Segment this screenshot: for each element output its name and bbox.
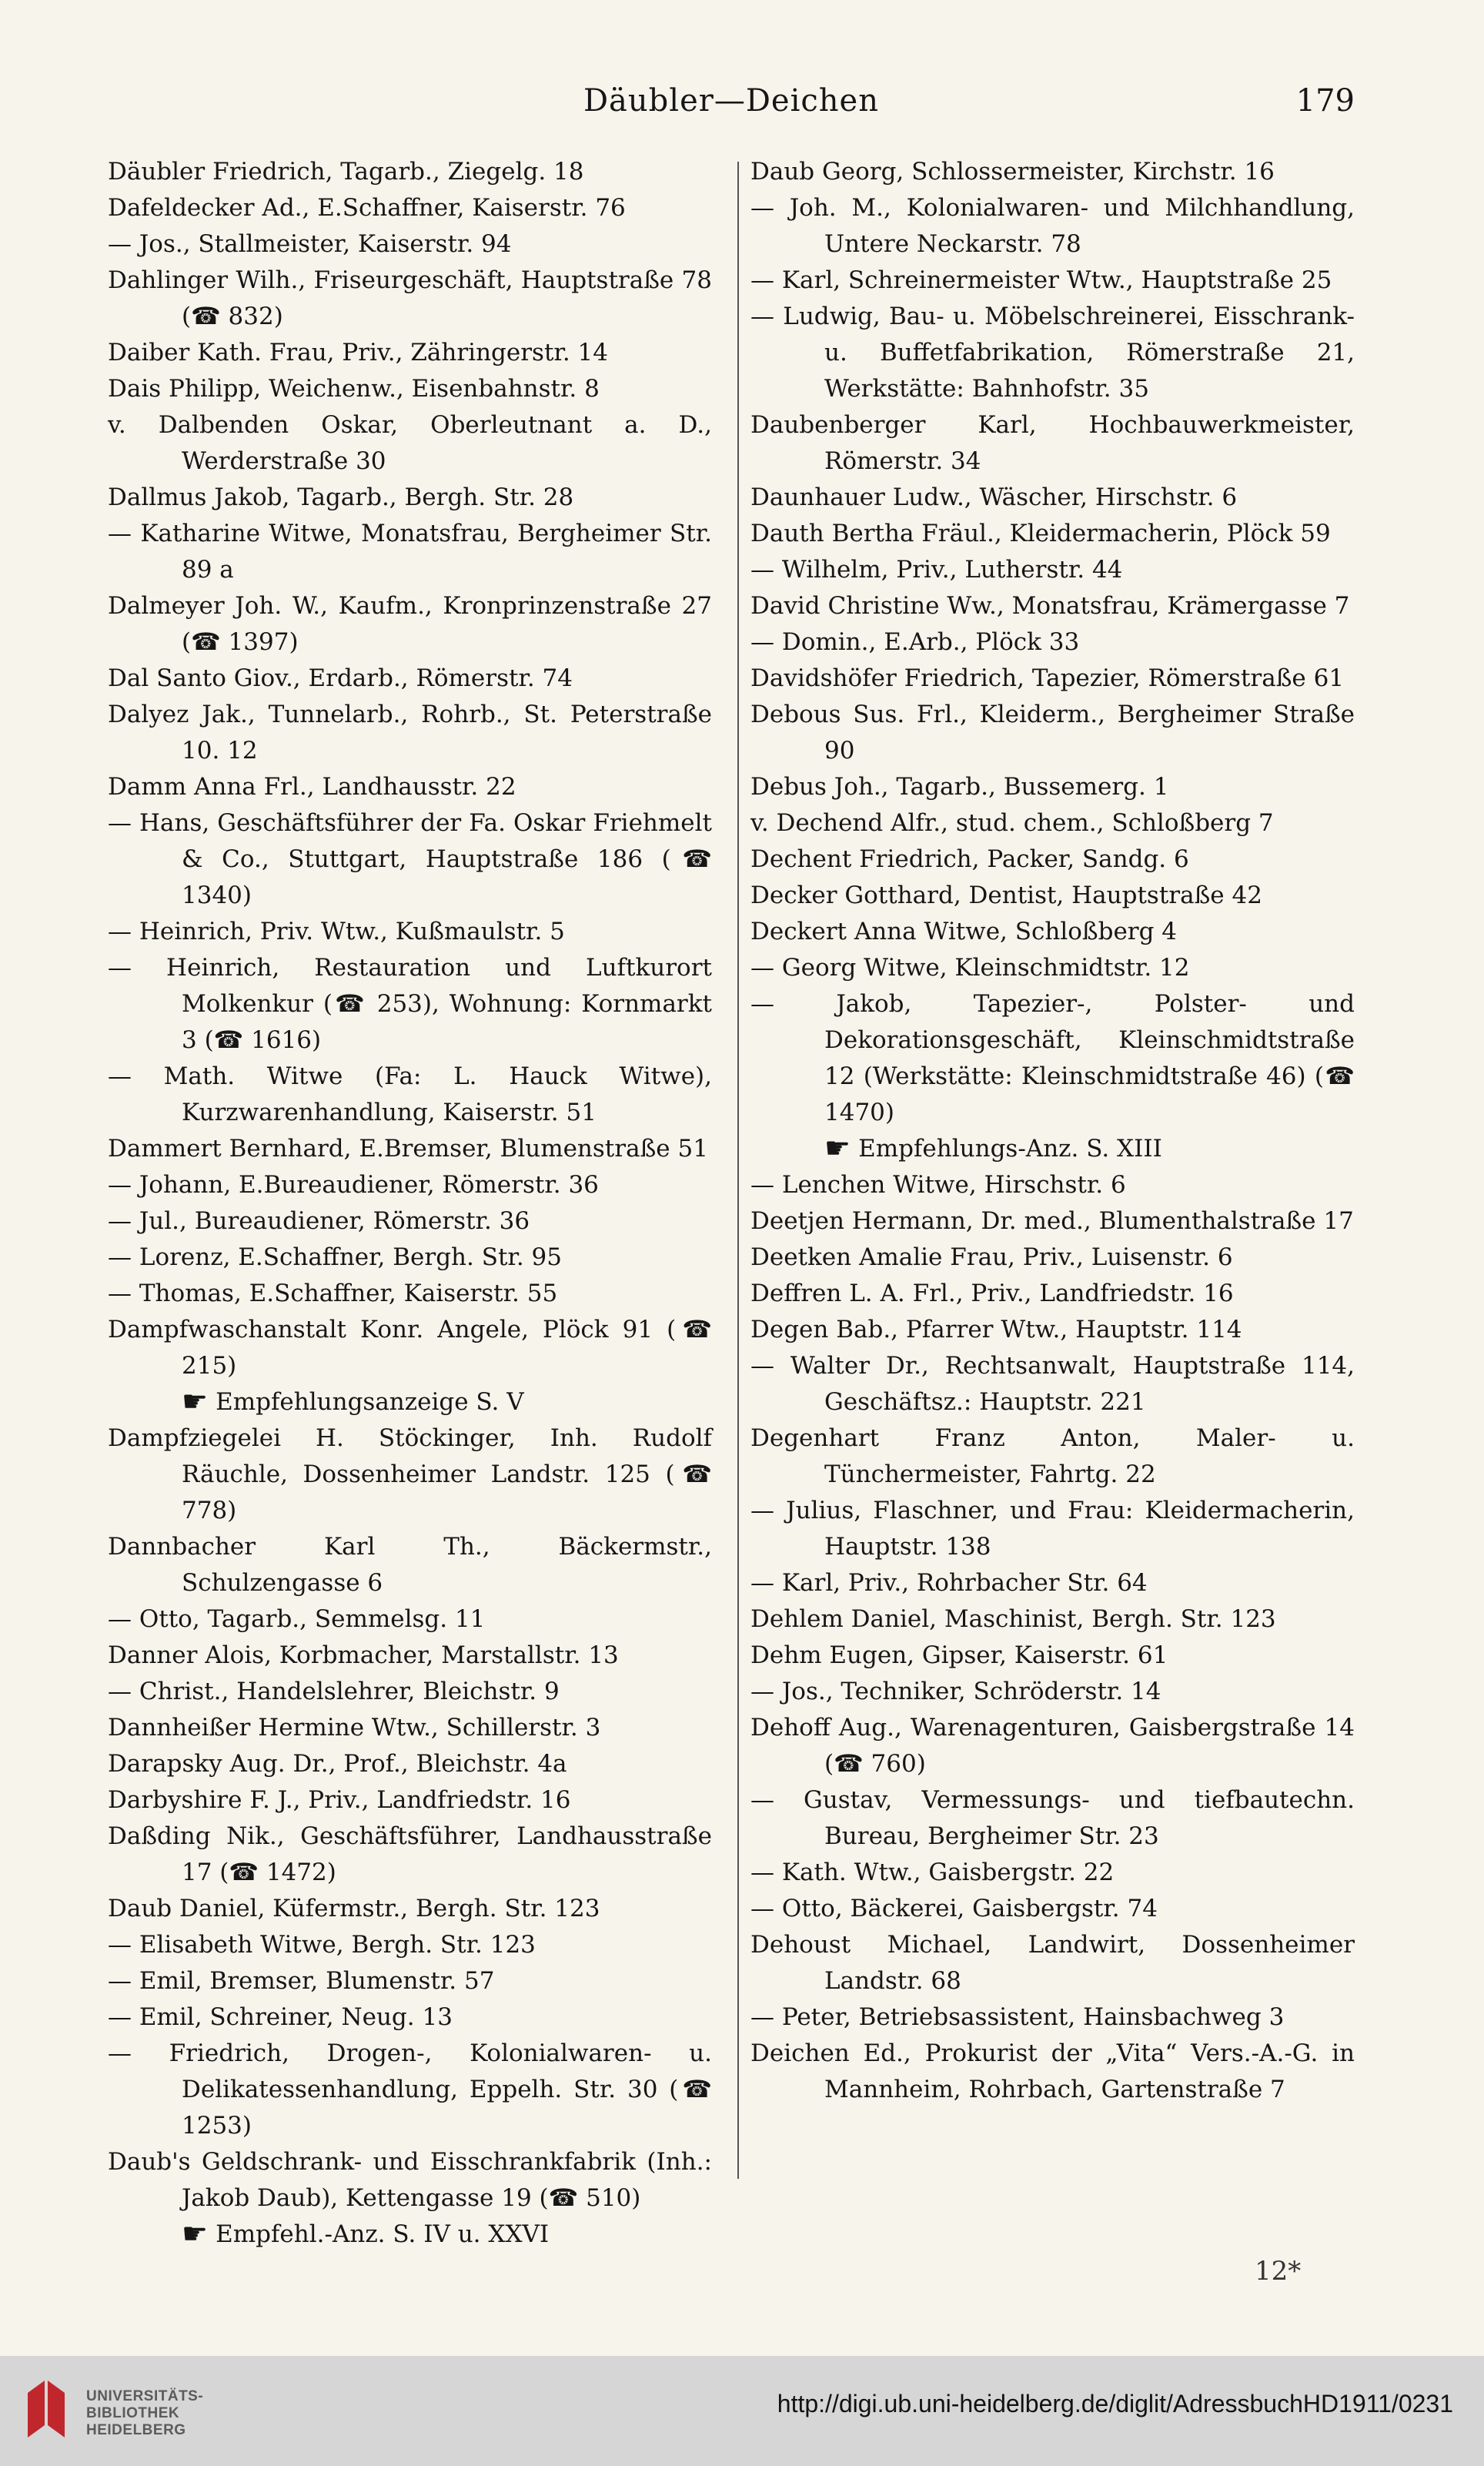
directory-entry [750, 190, 1355, 263]
directory-entry [750, 516, 1355, 552]
entry-text: Deetjen Hermann, Dr. med., Blumenthalstraße 17 [750, 1207, 1354, 1235]
entry-text: Damm Anna Frl., Landhausstr. 22 [108, 773, 516, 801]
directory-entry [108, 2036, 712, 2144]
entry-text: Deffren L. A. Frl., Priv., Landfriedstr. 16 [750, 1280, 1234, 1307]
directory-entry [108, 407, 712, 480]
library-logo-icon [22, 2377, 75, 2442]
entry-text: Daub Georg, Schlossermeister, Kirchstr. 16 [750, 158, 1275, 186]
directory-entry [750, 552, 1355, 588]
library-name-line: UNIVERSITÄTS- [86, 2388, 204, 2404]
directory-entry [750, 1203, 1355, 1240]
entry-text: — Math. Witwe (Fa: L. Hauck Witwe), Kurzwarenhandlung, Kaiserstr. 51 [108, 1062, 712, 1126]
source-url-link[interactable]: http://digi.ub.uni-heidelberg.de/diglit/AdressbuchHD1911/0231 [777, 2390, 1453, 2417]
directory-entry [750, 1999, 1355, 2036]
signature-mark: 12* [1255, 2256, 1302, 2287]
directory-entry [750, 1276, 1355, 1312]
entry-text: — Jul., Bureaudiener, Römerstr. 36 [108, 1207, 530, 1235]
pointing-hand-icon: ☛ [182, 2217, 209, 2250]
entry-text: — Karl, Priv., Rohrbacher Str. 64 [750, 1569, 1148, 1597]
entry-text: — Ludwig, Bau- u. Möbelschreinerei, Eisschrank- u. Buffetfabrikation, Römerstraße 21, Werkstätte: Bahnhofstr. 35 [750, 303, 1355, 403]
directory-entry [108, 1746, 712, 1782]
entry-text: — Gustav, Vermessungs- und tiefbautechn. Bureau, Bergheimer Str. 23 [750, 1786, 1355, 1850]
entry-text: Dahlinger Wilh., Friseurgeschäft, Hauptstraße 78 (☎ 832) [108, 266, 712, 330]
running-head [108, 83, 1355, 137]
directory-entry [108, 1674, 712, 1710]
entry-text: Daunhauer Ludw., Wäscher, Hirschstr. 6 [750, 483, 1238, 511]
entry-text: Dal Santo Giov., Erdarb., Römerstr. 74 [108, 664, 573, 692]
entry-text: — Peter, Betriebsassistent, Hainsbachweg 3 [750, 2003, 1285, 2031]
entry-text: — Lorenz, E.Schaffner, Bergh. Str. 95 [108, 1243, 562, 1271]
directory-entry [750, 1674, 1355, 1710]
directory-entry [750, 407, 1355, 480]
entry-text: Dalmeyer Joh. W., Kaufm., Kronprinzenstraße 27 (☎ 1397) [108, 592, 712, 656]
directory-entry [750, 1240, 1355, 1276]
directory-entry [750, 697, 1355, 769]
directory-entry [108, 2144, 712, 2217]
entry-text: Daub's Geldschrank- und Eisschrankfabrik (Inh.: Jakob Daub), Kettengasse 19 (☎ 510) [108, 2148, 712, 2212]
entry-text: — Elisabeth Witwe, Bergh. Str. 123 [108, 1931, 536, 1959]
page-title: Däubler—Deichen [583, 83, 879, 119]
directory-entry [108, 1131, 712, 1167]
directory-entry [750, 769, 1355, 805]
entry-text: Empfehl.-Anz. S. IV u. XXVI [216, 2220, 550, 2248]
entry-text: Empfehlungsanzeige S. V [216, 1388, 524, 1416]
entry-text: — Otto, Bäckerei, Gaisbergstr. 74 [750, 1895, 1158, 1922]
directory-entry [108, 335, 712, 371]
entry-text: — Karl, Schreinermeister Wtw., Hauptstraße 25 [750, 266, 1332, 294]
directory-entry [750, 1782, 1355, 1855]
directory-entry [750, 1420, 1355, 1493]
directory-columns [108, 154, 1355, 2250]
entry-text: — Kath. Wtw., Gaisbergstr. 22 [750, 1859, 1115, 1886]
pointing-hand-icon: ☛ [182, 1384, 209, 1418]
entry-text: Degenhart Franz Anton, Maler- u. Tünchermeister, Fahrtg. 22 [750, 1424, 1355, 1488]
entry-text: Deichen Ed., Prokurist der „Vita“ Vers.-A.-G. in Mannheim, Rohrbach, Gartenstraße 7 [750, 2039, 1355, 2103]
entry-text: Dehm Eugen, Gipser, Kaiserstr. 61 [750, 1641, 1168, 1669]
entry-text: — Hans, Geschäftsführer der Fa. Oskar Friehmelt & Co., Stuttgart, Hauptstraße 186 (☎ 1340) [108, 809, 712, 909]
directory-entry [750, 986, 1355, 1131]
directory-entry [108, 1420, 712, 1529]
entry-text: v. Dalbenden Oskar, Oberleutnant a. D., Werderstraße 30 [108, 411, 712, 475]
directory-entry [108, 1601, 712, 1638]
entry-text: Empfehlungs-Anz. S. XIII [858, 1135, 1162, 1163]
entry-text: — Friedrich, Drogen-, Kolonialwaren- u. Delikatessenhandlung, Eppelh. Str. 30 (☎ 1253) [108, 2039, 712, 2140]
directory-entry [750, 1891, 1355, 1927]
page-number: 179 [1295, 83, 1355, 119]
directory-entry [750, 878, 1355, 914]
entry-text: Dehoust Michael, Landwirt, Dossenheimer Landstr. 68 [750, 1931, 1355, 1995]
viewer-footer [0, 2356, 1484, 2466]
library-name-line: HEIDELBERG [86, 2422, 186, 2438]
entry-text: — Lenchen Witwe, Hirschstr. 6 [750, 1171, 1126, 1199]
entry-text: — Jos., Techniker, Schröderstr. 14 [750, 1678, 1161, 1705]
entry-text: Dannbacher Karl Th., Bäckermstr., Schulzengasse 6 [108, 1533, 712, 1597]
directory-entry [750, 154, 1355, 190]
directory-entry [108, 914, 712, 950]
directory-entry [108, 1240, 712, 1276]
directory-entry [108, 1167, 712, 1203]
directory-entry [750, 1601, 1355, 1638]
directory-entry [108, 1782, 712, 1819]
directory-entry [750, 299, 1355, 407]
entry-text: Dauth Bertha Fräul., Kleidermacherin, Plöck 59 [750, 520, 1331, 547]
entry-text: Danner Alois, Korbmacher, Marstallstr. 13 [108, 1641, 619, 1669]
entry-text: — Heinrich, Priv. Wtw., Kußmaulstr. 5 [108, 918, 565, 945]
directory-entry [750, 950, 1355, 986]
directory-entry [750, 1855, 1355, 1891]
entry-text: — Heinrich, Restauration und Luftkurort Molkenkur (☎ 253), Wohnung: Kornmarkt 3 (☎ 1616) [108, 954, 712, 1054]
entry-text: Dampfziegelei H. Stöckinger, Inh. Rudolf Räuchle, Dossenheimer Landstr. 125 (☎ 778) [108, 1424, 712, 1524]
directory-entry [750, 1312, 1355, 1348]
entry-text: — Georg Witwe, Kleinschmidtstr. 12 [750, 954, 1190, 982]
directory-entry [750, 1167, 1355, 1203]
entry-text: Dechent Friedrich, Packer, Sandg. 6 [750, 845, 1189, 873]
directory-entry [750, 805, 1355, 842]
directory-entry [750, 1565, 1355, 1601]
advertisement-reference [750, 1131, 1355, 1167]
right-column [750, 154, 1355, 2187]
entry-text: — Katharine Witwe, Monatsfrau, Bergheimer Str. 89 a [108, 520, 712, 584]
entry-text: Dehoff Aug., Warenagenturen, Gaisbergstraße 14 (☎ 760) [750, 1714, 1355, 1778]
entry-text: Debus Joh., Tagarb., Bussemerg. 1 [750, 773, 1169, 801]
entry-text: Dais Philipp, Weichenw., Eisenbahnstr. 8 [108, 375, 600, 403]
entry-text: — Jos., Stallmeister, Kaiserstr. 94 [108, 230, 512, 258]
entry-text: Dampfwaschanstalt Konr. Angele, Plöck 91 (☎ 215) [108, 1316, 712, 1380]
entry-text: — Christ., Handelslehrer, Bleichstr. 9 [108, 1678, 560, 1705]
directory-entry [108, 190, 712, 226]
directory-entry [108, 1059, 712, 1131]
entry-text: Darapsky Aug. Dr., Prof., Bleichstr. 4a [108, 1750, 567, 1778]
entry-text: Davidshöfer Friedrich, Tapezier, Römerstraße 61 [750, 664, 1345, 692]
directory-entry [750, 624, 1355, 661]
directory-entry [750, 480, 1355, 516]
entry-text: — Thomas, E.Schaffner, Kaiserstr. 55 [108, 1280, 558, 1307]
entry-text: Decker Gotthard, Dentist, Hauptstraße 42 [750, 882, 1262, 909]
entry-text: v. Dechend Alfr., stud. chem., Schloßberg 7 [750, 809, 1274, 837]
directory-entry [750, 842, 1355, 878]
directory-entry [108, 1927, 712, 1963]
entry-text: — Johann, E.Bureaudiener, Römerstr. 36 [108, 1171, 599, 1199]
library-name [86, 2388, 203, 2439]
entry-text: Dalyez Jak., Tunnelarb., Rohrb., St. Peterstraße 10. 12 [108, 701, 712, 765]
directory-entry [108, 1710, 712, 1746]
directory-entry [108, 1276, 712, 1312]
advertisement-reference [108, 1384, 712, 1420]
directory-entry [108, 1529, 712, 1601]
directory-entry [108, 371, 712, 407]
directory-entry [108, 154, 712, 190]
entry-text: Dannheißer Hermine Wtw., Schillerstr. 3 [108, 1714, 601, 1742]
directory-entry [108, 769, 712, 805]
directory-entry [108, 1999, 712, 2036]
directory-entry [108, 588, 712, 661]
entry-text: — Domin., E.Arb., Plöck 33 [750, 628, 1080, 656]
entry-text: — Emil, Bremser, Blumenstr. 57 [108, 1967, 495, 1995]
directory-entry [108, 697, 712, 769]
directory-entry [750, 1710, 1355, 1782]
directory-entry [108, 950, 712, 1059]
directory-entry [750, 1638, 1355, 1674]
entry-text: Degen Bab., Pfarrer Wtw., Hauptstr. 114 [750, 1316, 1242, 1343]
entry-text: David Christine Ww., Monatsfrau, Krämergasse 7 [750, 592, 1350, 620]
directory-entry [108, 1203, 712, 1240]
directory-entry [750, 1493, 1355, 1565]
entry-text: — Walter Dr., Rechtsanwalt, Hauptstraße 114, Geschäftsz.: Hauptstr. 221 [750, 1352, 1355, 1416]
entry-text: Deckert Anna Witwe, Schloßberg 4 [750, 918, 1178, 945]
directory-entry [750, 914, 1355, 950]
directory-entry [750, 661, 1355, 697]
directory-entry [750, 1927, 1355, 1999]
left-column [108, 154, 712, 2250]
directory-entry [108, 516, 712, 588]
entry-text: Daiber Kath. Frau, Priv., Zähringerstr. 14 [108, 339, 608, 366]
entry-text: Debous Sus. Frl., Kleiderm., Bergheimer Straße 90 [750, 701, 1355, 765]
directory-entry [108, 805, 712, 914]
directory-entry [108, 1891, 712, 1927]
entry-text: Daub Daniel, Küfermstr., Bergh. Str. 123 [108, 1895, 600, 1922]
directory-entry [750, 2036, 1355, 2108]
pointing-hand-icon: ☛ [824, 1131, 851, 1165]
directory-entry [750, 263, 1355, 299]
entry-text: — Joh. M., Kolonialwaren- und Milchhandlung, Untere Neckarstr. 78 [750, 194, 1355, 258]
entry-text: — Julius, Flaschner, und Frau: Kleidermacherin, Hauptstr. 138 [750, 1497, 1355, 1561]
entry-text: Daßding Nik., Geschäftsführer, Landhausstraße 17 (☎ 1472) [108, 1822, 712, 1886]
directory-entry [750, 588, 1355, 624]
directory-entry [750, 1348, 1355, 1420]
entry-text: Dammert Bernhard, E.Bremser, Blumenstraße 51 [108, 1135, 708, 1163]
entry-text: — Jakob, Tapezier-, Polster- und Dekorationsgeschäft, Kleinschmidtstraße 12 (Werkstätte: Kleinschmidtstraße 46) (☎ 1470) [750, 990, 1355, 1126]
directory-entry [108, 263, 712, 335]
entry-text: Däubler Friedrich, Tagarb., Ziegelg. 18 [108, 158, 584, 186]
directory-entry [108, 480, 712, 516]
entry-text: Dafeldecker Ad., E.Schaffner, Kaiserstr. 76 [108, 194, 626, 222]
directory-entry [108, 1638, 712, 1674]
entry-text: Deetken Amalie Frau, Priv., Luisenstr. 6 [750, 1243, 1233, 1271]
library-name-line: BIBLIOTHEK [86, 2405, 180, 2421]
library-logo[interactable] [22, 2374, 222, 2451]
entry-text: Daubenberger Karl, Hochbauwerkmeister, Römerstr. 34 [750, 411, 1355, 475]
entry-text: Dallmus Jakob, Tagarb., Bergh. Str. 28 [108, 483, 574, 511]
entry-text: — Otto, Tagarb., Semmelsg. 11 [108, 1605, 486, 1633]
directory-entry [108, 661, 712, 697]
entry-text: — Emil, Schreiner, Neug. 13 [108, 2003, 453, 2031]
directory-entry [108, 1963, 712, 1999]
column-divider [737, 162, 739, 2179]
entry-text: Dehlem Daniel, Maschinist, Bergh. Str. 123 [750, 1605, 1276, 1633]
advertisement-reference [108, 2217, 712, 2253]
directory-entry [108, 226, 712, 263]
entry-text: — Wilhelm, Priv., Lutherstr. 44 [750, 556, 1123, 584]
entry-text: Darbyshire F. J., Priv., Landfriedstr. 16 [108, 1786, 571, 1814]
directory-entry [108, 1312, 712, 1384]
directory-entry [108, 1819, 712, 1891]
